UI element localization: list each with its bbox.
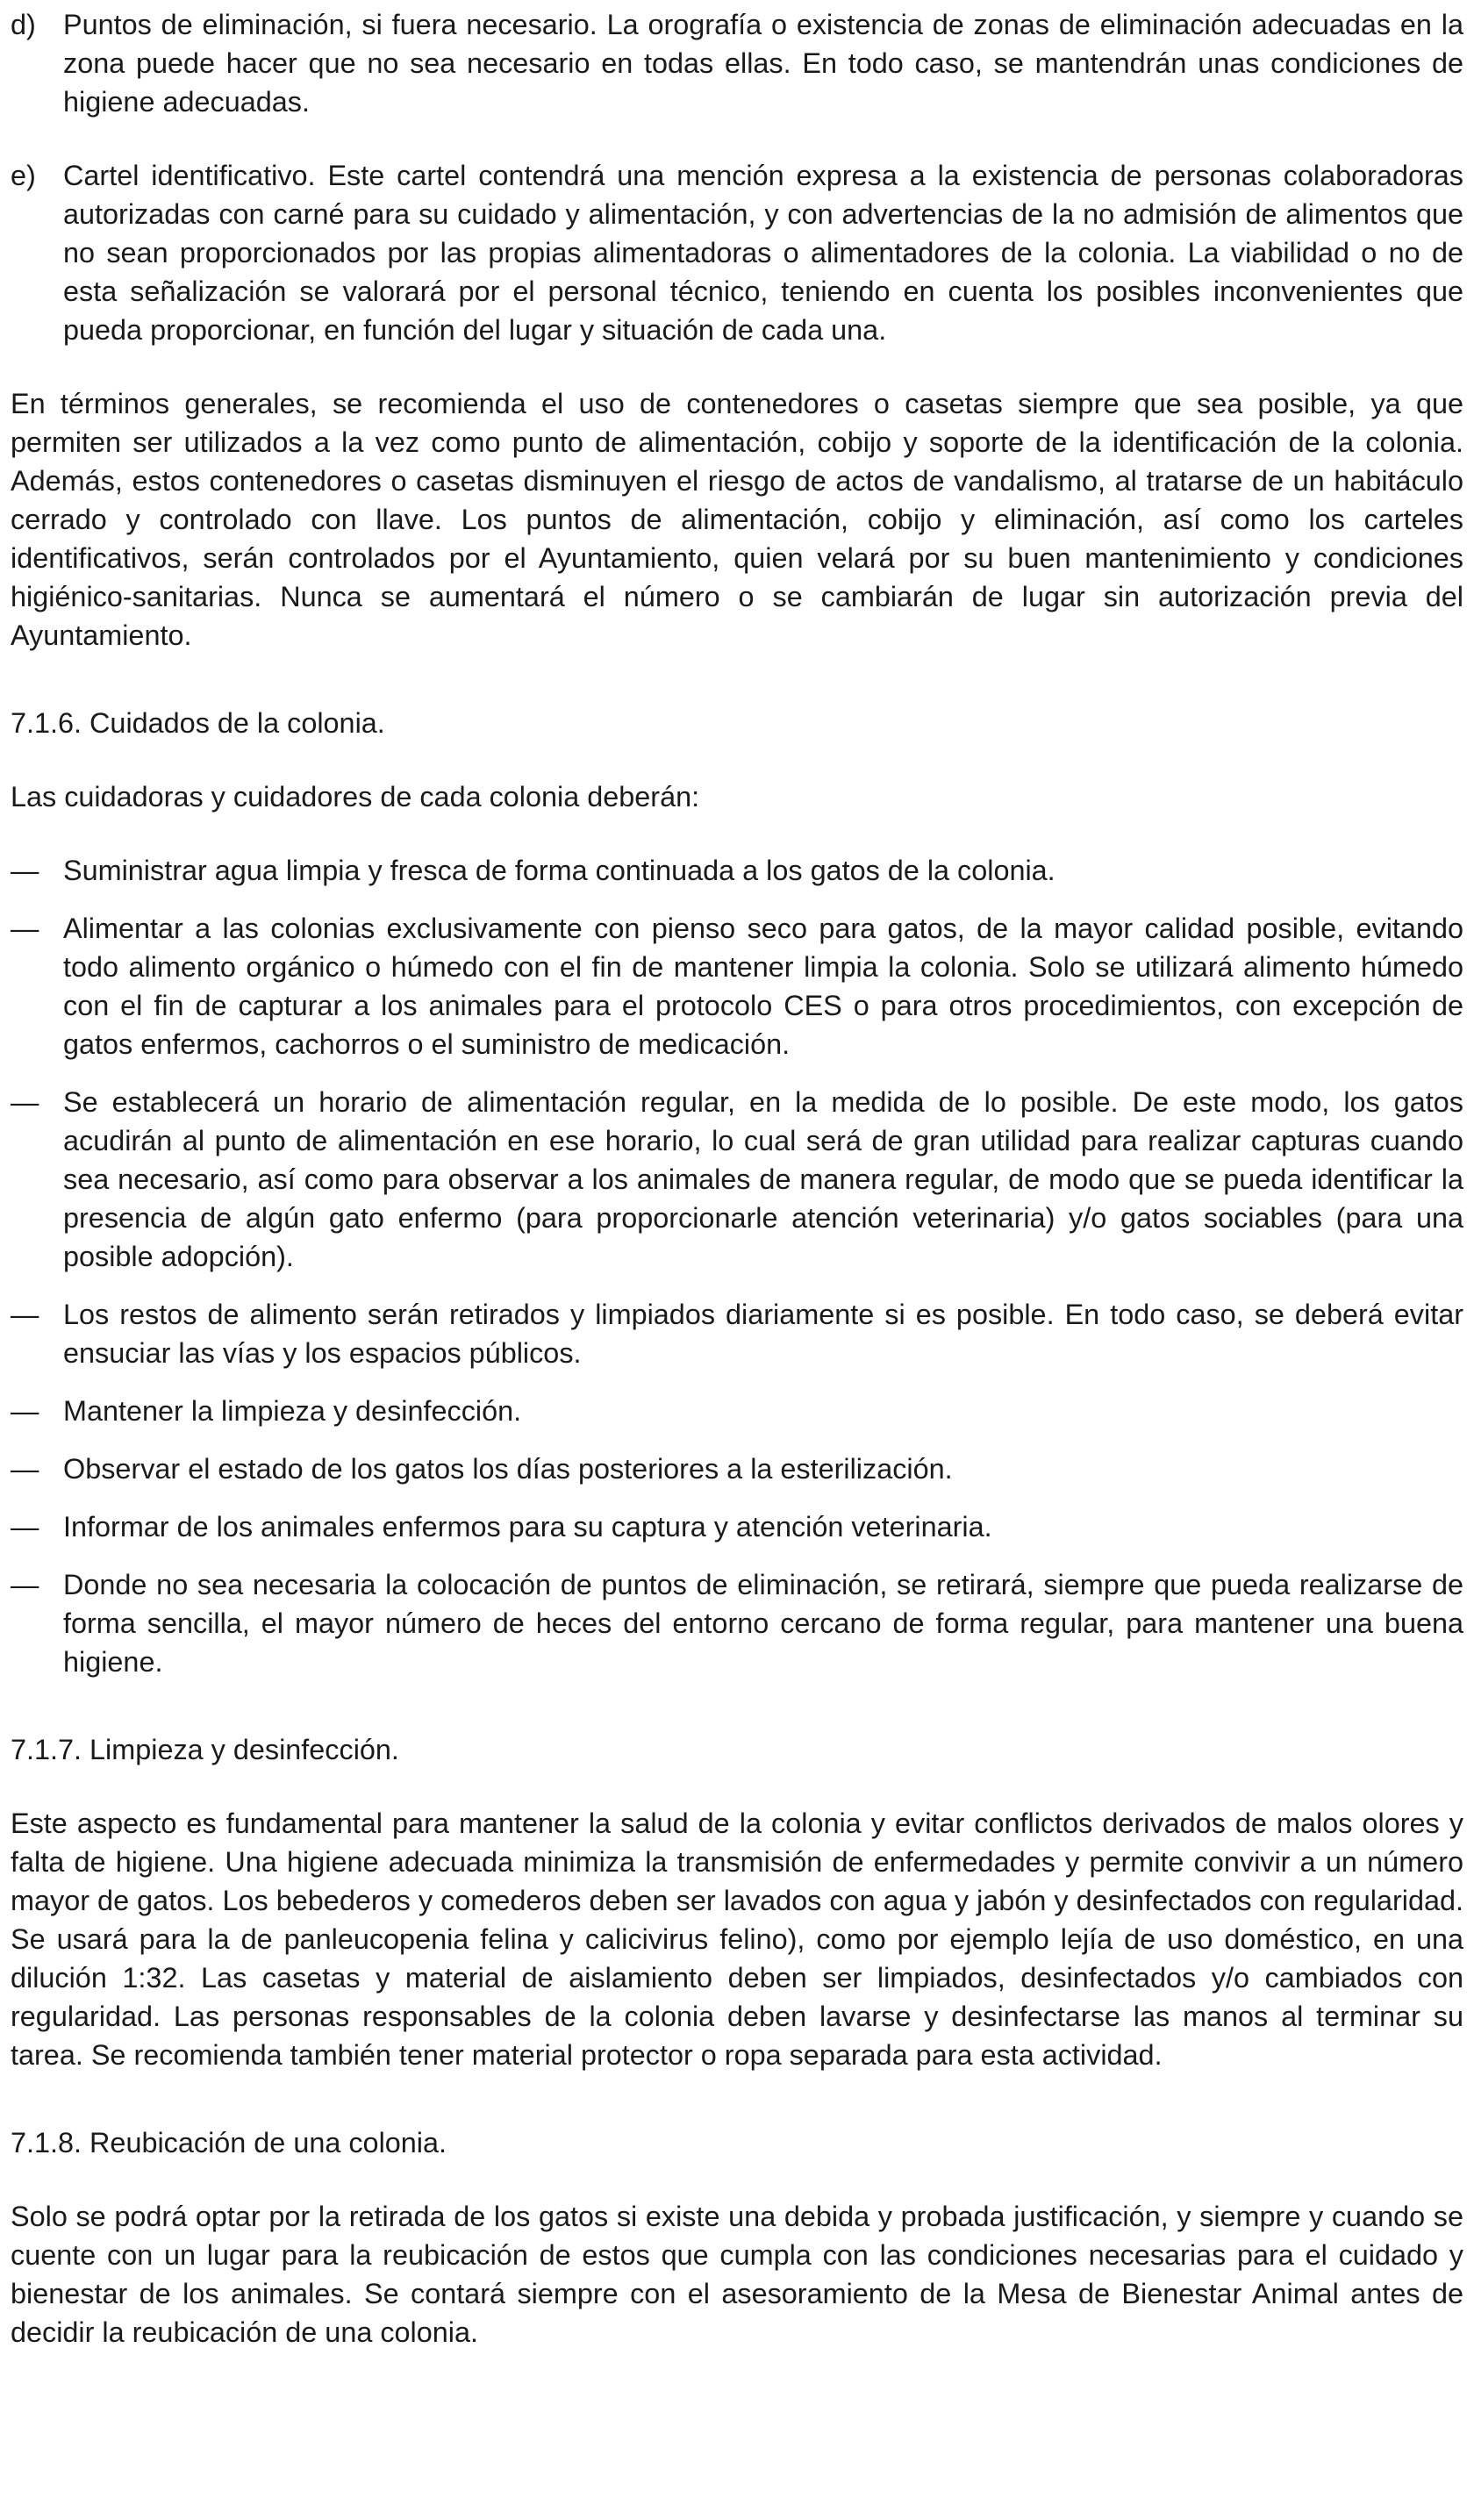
bullet-text: Alimentar a las colonias exclusivamente con pienso seco para gatos, de la mayor calidad posible, evitando todo alimento orgánico o húmedo con el fin de mantener limpia la colonia. Solo se utilizará alimento húmedo con el fin de capturar a los animales para el protocolo CES o para otros procedimientos, con excepción de gatos enfermos, cachorros o el suministro de medicación. <box>63 913 1463 1060</box>
bullet-text: Donde no sea necesaria la colocación de puntos de eliminación, se retirará, siempre que pueda realizarse de forma sencilla, el mayor número de heces del entorno cercano de forma regular, para mantener una buena higiene. <box>63 1569 1463 1678</box>
bullet-text: Mantener la limpieza y desinfección. <box>63 1395 522 1427</box>
bullet-text: Suministrar agua limpia y fresca de forma continuada a los gatos de la colonia. <box>63 855 1055 886</box>
section-heading-716: 7.1.6. Cuidados de la colonia. <box>11 707 385 739</box>
bullet-text: Observar el estado de los gatos los días posteriores a la esterilización. <box>63 1453 953 1485</box>
document-page <box>11 5 1463 2352</box>
list-item-text: Cartel identificativo. Este cartel contendrá una mención expresa a la existencia de personas colaboradoras autorizadas con carné para su cuidado y alimentación, y con advertencias de la no admisión de alimentos que no sean proporcionados por las propias alimentadoras o alimentadores de la colonia. La viabilidad o no de esta señalización se valorará por el personal técnico, teniendo en cuenta los posibles inconvenientes que pueda proporcionar, en función del lugar y situación de cada una. <box>63 160 1463 346</box>
bullet-item <box>11 1450 1463 1488</box>
section-intro-716: Las cuidadoras y cuidadores de cada colonia deberán: <box>11 781 700 813</box>
bullet-item <box>11 1507 1463 1546</box>
dash-marker: — <box>11 1569 39 1600</box>
section-paragraph-718: Solo se podrá optar por la retirada de los gatos si existe una debida y probada justificación, y siempre y cuando se cuente con un lugar para la reubicación de estos que cumpla con las condiciones necesarias para el cuidado y bienestar de los animales. Se contará siempre con el asesoramiento de la Mesa de Bienestar Animal antes de decidir la reubicación de una colonia. <box>11 2201 1463 2348</box>
section-heading-717: 7.1.7. Limpieza y desinfección. <box>11 1734 399 1765</box>
list-item-d <box>11 5 1463 121</box>
list-item-e <box>11 156 1463 349</box>
bullet-item <box>11 851 1463 890</box>
dash-marker: — <box>11 1511 39 1543</box>
bullet-item <box>11 1392 1463 1430</box>
bullet-item <box>11 1295 1463 1372</box>
general-paragraph: En términos generales, se recomienda el uso de contenedores o casetas siempre que sea posible, ya que permiten ser utilizados a la vez como punto de alimentación, cobijo y soporte de la identificación de la colonia. Además, estos contenedores o casetas disminuyen el riesgo de actos de vandalismo, al tratarse de un habitáculo cerrado y controlado con llave. Los puntos de alimentación, cobijo y eliminación, así como los carteles identificativos, serán controlados por el Ayuntamiento, quien velará por su buen mantenimiento y condiciones higiénico-sanitarias. Nunca se aumentará el número o se cambiarán de lugar sin autorización previa del Ayuntamiento. <box>11 388 1463 651</box>
bullet-item <box>11 1083 1463 1276</box>
dash-marker: — <box>11 1086 39 1118</box>
bullet-item <box>11 909 1463 1063</box>
bullet-text: Se establecerá un horario de alimentación regular, en la medida de lo posible. De este modo, los gatos acudirán al punto de alimentación en ese horario, lo cual será de gran utilidad para realizar capturas cuando sea necesario, así como para observar a los animales de manera regular, de modo que se pueda identificar la presencia de algún gato enfermo (para proporcionarle atención veterinaria) y/o gatos sociables (para una posible adopción). <box>63 1086 1463 1272</box>
list-marker: e) <box>11 160 36 191</box>
dash-marker: — <box>11 913 39 944</box>
bullet-text: Los restos de alimento serán retirados y limpiados diariamente si es posible. En todo caso, se deberá evitar ensuciar las vías y los espacios públicos. <box>63 1299 1463 1369</box>
dash-marker: — <box>11 1395 39 1427</box>
list-marker: d) <box>11 9 36 40</box>
section-heading-718: 7.1.8. Reubicación de una colonia. <box>11 2127 447 2158</box>
dash-marker: — <box>11 1299 39 1330</box>
bullet-item <box>11 1565 1463 1681</box>
list-item-text: Puntos de eliminación, si fuera necesario. La orografía o existencia de zonas de eliminación adecuadas en la zona puede hacer que no sea necesario en todas ellas. En todo caso, se mantendrán unas condiciones de higiene adecuadas. <box>63 9 1463 118</box>
dash-marker: — <box>11 855 39 886</box>
bullet-text: Informar de los animales enfermos para su captura y atención veterinaria. <box>63 1511 992 1543</box>
dash-marker: — <box>11 1453 39 1485</box>
section-paragraph-717: Este aspecto es fundamental para mantener la salud de la colonia y evitar conflictos derivados de malos olores y falta de higiene. Una higiene adecuada minimiza la transmisión de enfermedades y permite convivir a un número mayor de gatos. Los bebederos y comederos deben ser lavados con agua y jabón y desinfectados con regularidad. Se usará para la de panleucopenia felina y calicivirus felino), como por ejemplo lejía de uso doméstico, en una dilución 1:32. Las casetas y material de aislamiento deben ser limpiados, desinfectados y/o cambiados con regularidad. Las personas responsables de la colonia deben lavarse y desinfectarse las manos al terminar su tarea. Se recomienda también tener material protector o ropa separada para esta actividad. <box>11 1808 1463 2071</box>
